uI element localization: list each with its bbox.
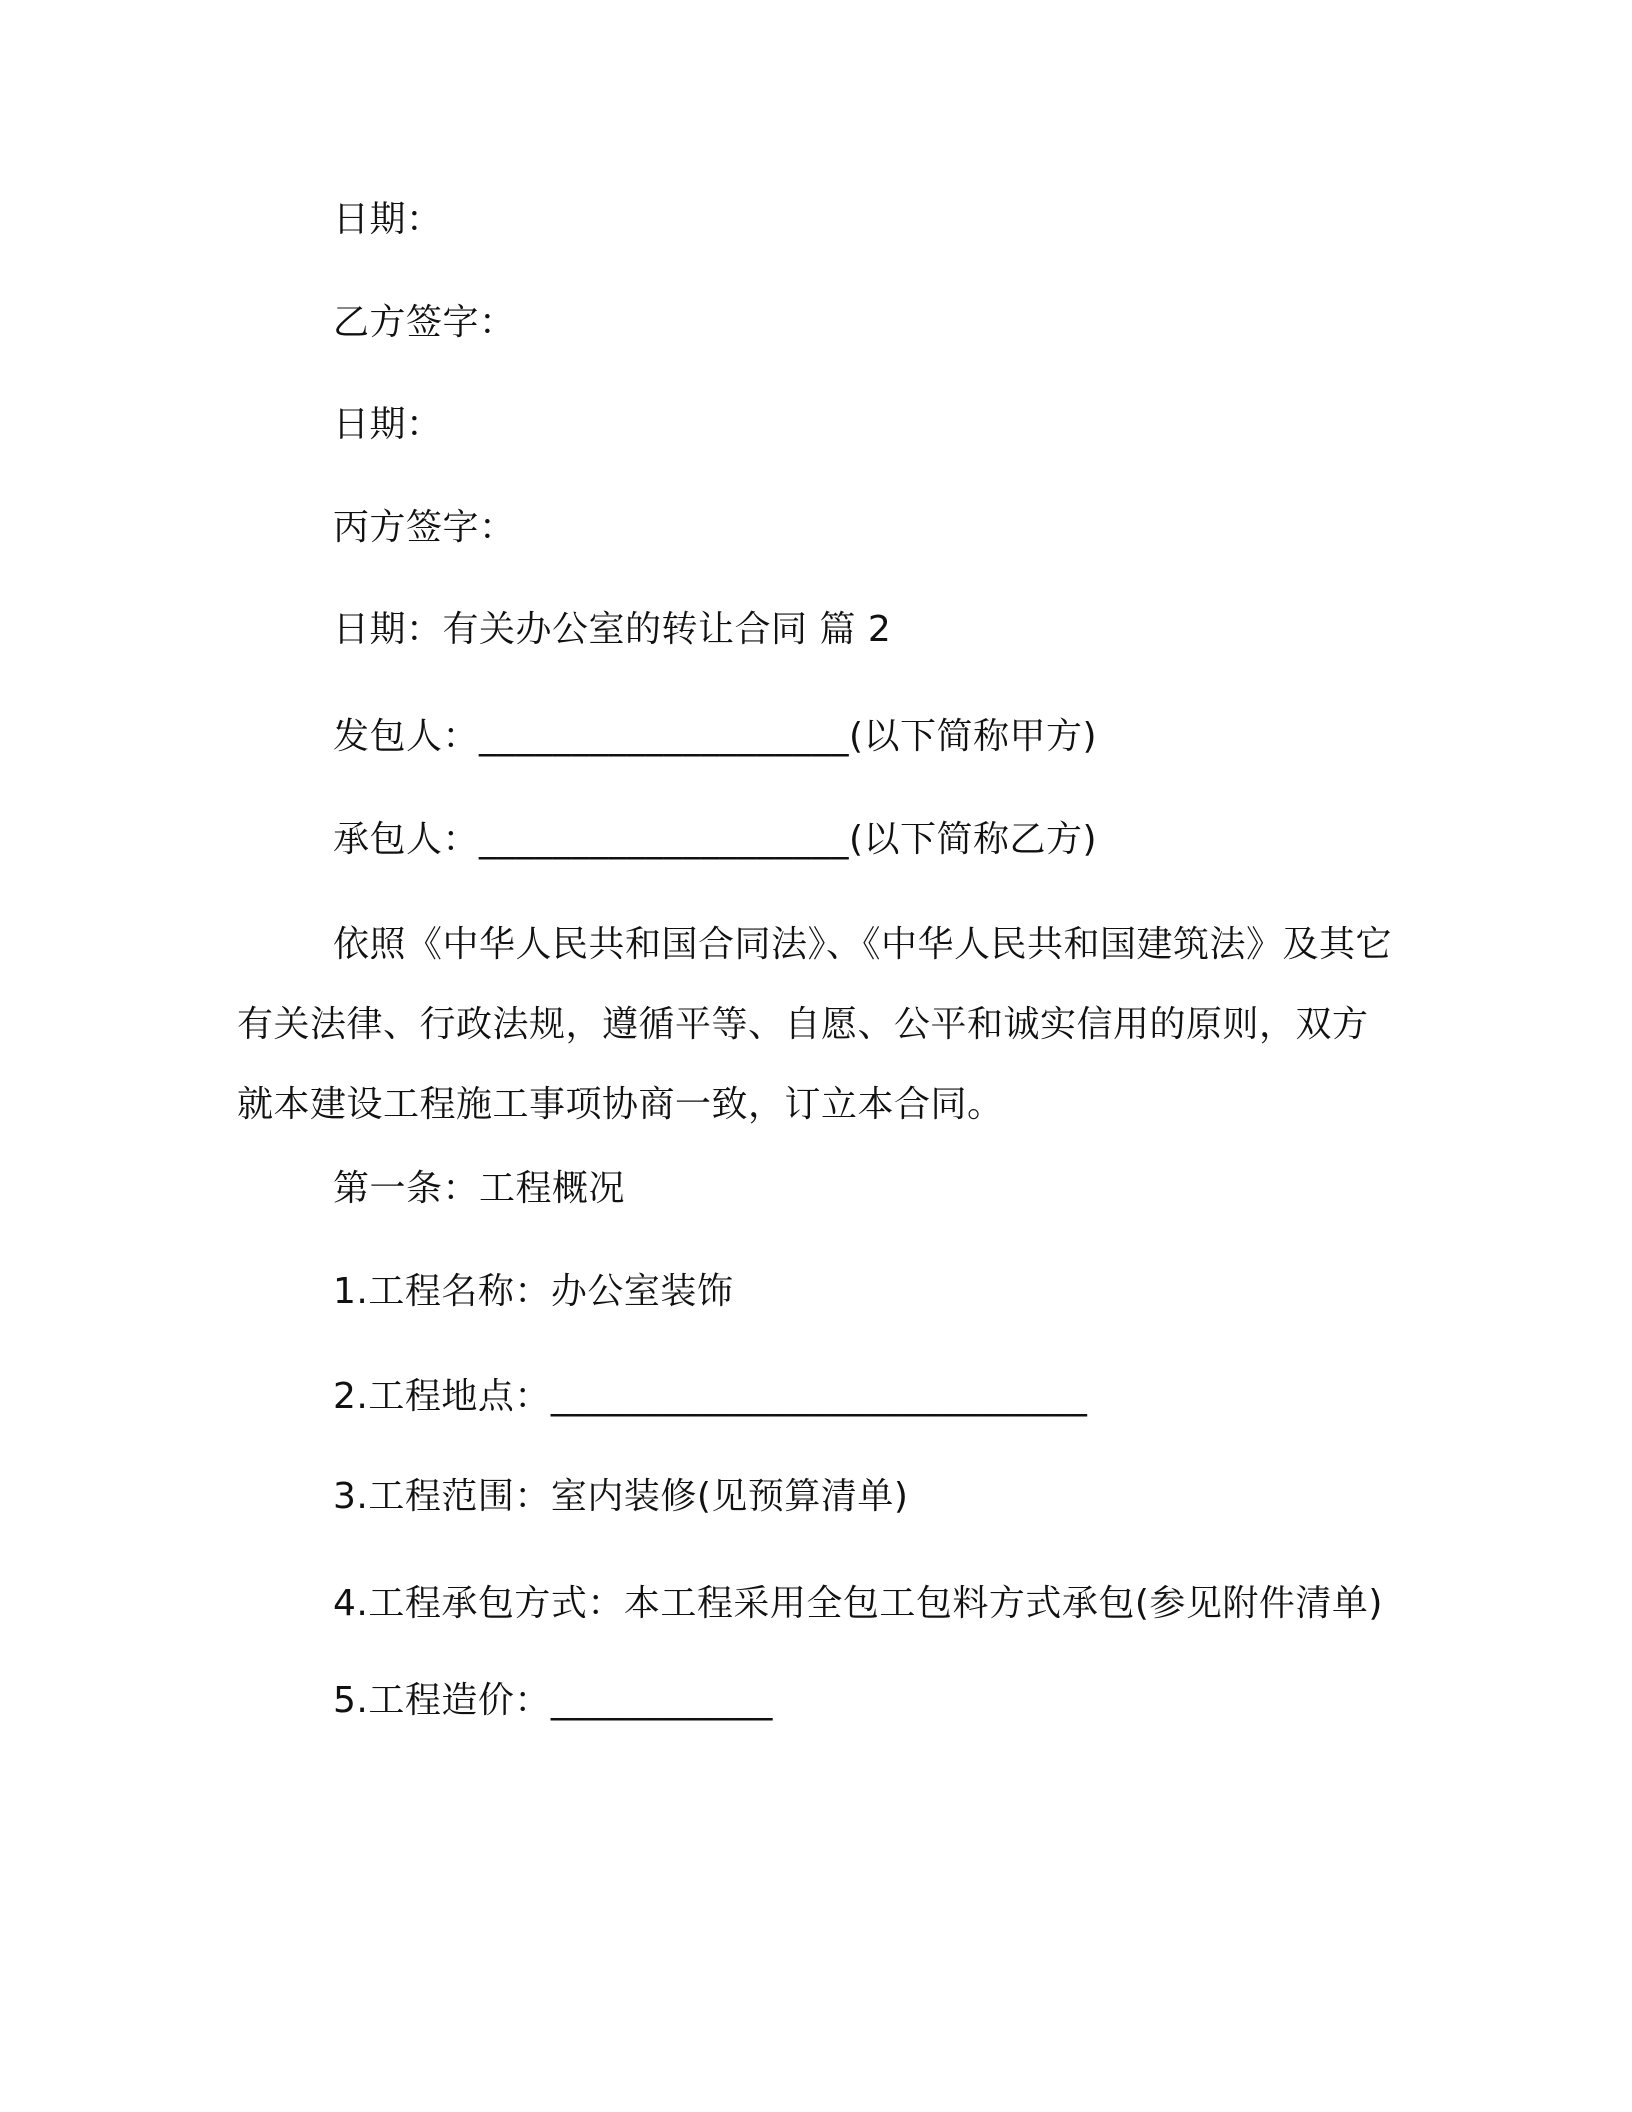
article-title: 第一条：工程概况 — [333, 1168, 626, 1209]
date-and-section-title-line: 日期：有关办公室的转让合同 篇 2 — [333, 609, 892, 650]
party-c-signature-line: 丙方签字： — [333, 507, 516, 548]
party-b-signature-line: 乙方签字： — [333, 302, 516, 343]
preamble-text: 依照《中华人民共和国合同法》、《中华人民共和国建筑法》及其它有关法律、行政法规，遵循平等、自愿、公平和诚实信用的原则，双方就本建设工程施工事项协商一致，订立本合同。 — [237, 924, 1393, 1125]
item-project-location: 2.工程地点：_____________________________ — [333, 1376, 1088, 1417]
preamble-paragraph — [237, 905, 1397, 1145]
contractor-line: 承包人：____________________(以下简称乙方) — [333, 819, 1098, 860]
item-project-cost: 5.工程造价：____________ — [333, 1680, 773, 1721]
item-project-name: 1.工程名称：办公室装饰 — [333, 1271, 734, 1312]
employer-line: 发包人：____________________(以下简称甲方) — [333, 716, 1098, 757]
item-contract-method: 4.工程承包方式：本工程采用全包工包料方式承包(参见附件清单) — [333, 1583, 1383, 1624]
item-project-scope: 3.工程范围：室内装修(见预算清单) — [333, 1476, 909, 1517]
date-line-1: 日期： — [333, 199, 443, 240]
date-line-2: 日期： — [333, 404, 443, 445]
